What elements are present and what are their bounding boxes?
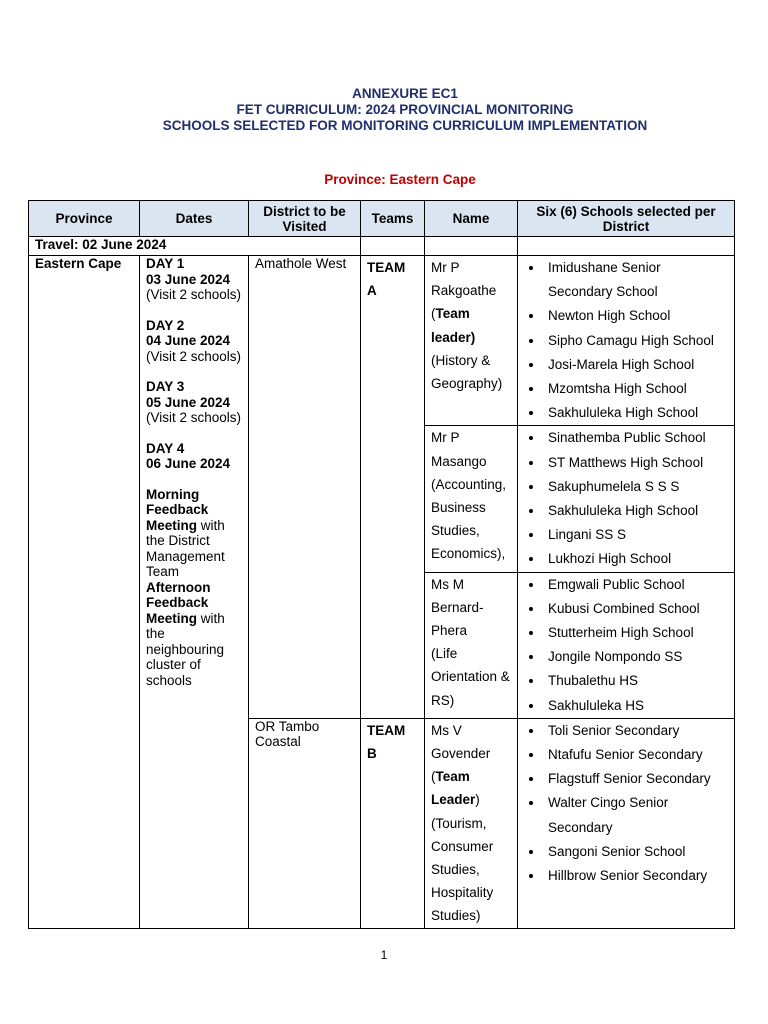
- list-item: • Sipho Camagu High School: [544, 329, 728, 353]
- list-item: • Sakhululeka HS: [544, 694, 728, 718]
- list-item: • Jongile Nompondo SS: [544, 645, 728, 669]
- list-item: • Ntafufu Senior Secondary: [544, 743, 728, 767]
- list-item: • ST Matthews High School: [544, 451, 728, 475]
- annexure-title: ANNEXURE EC1: [352, 86, 458, 101]
- col-header-name: Name: [425, 201, 518, 237]
- member-rakgoathe: Mr P Rakgoathe (Team leader) (History & Geography): [425, 256, 518, 426]
- schools-group-2: [518, 426, 735, 572]
- list-item: • Sangoni Senior School: [544, 840, 728, 864]
- table-header-row: [29, 201, 735, 237]
- list-item: • Flagstuff Senior Secondary: [544, 767, 728, 791]
- team-a: TEAM A: [361, 256, 425, 719]
- list-item: • Sakhululeka High School: [544, 499, 728, 523]
- list-item: • Hillbrow Senior Secondary: [544, 864, 728, 888]
- member-govender: Ms V Govender (Team Leader) (Tourism, Consumer Studies, Hospitality Studies): [425, 718, 518, 928]
- schools-title: SCHOOLS SELECTED FOR MONITORING CURRICULUM IMPLEMENTATION: [162, 118, 648, 133]
- col-header-dates: Dates: [140, 201, 249, 237]
- district-or-tambo-coastal: OR Tambo Coastal: [249, 718, 361, 928]
- col-header-district: District to be Visited: [249, 201, 361, 237]
- province-cell: Eastern Cape: [29, 256, 140, 929]
- col-header-province: Province: [29, 201, 140, 237]
- list-item: • Emgwali Public School: [544, 573, 728, 597]
- list-item: • Walter Cingo Senior Secondary: [544, 791, 728, 839]
- list-item: • Thubalethu HS: [544, 669, 728, 693]
- list-item: • Kubusi Combined School: [544, 597, 728, 621]
- monitoring-table: [28, 200, 735, 929]
- dates-cell: DAY 1 03 June 2024 (Visit 2 schools) DAY 2 04 June 2024 (Visit 2 schools) DAY 3 05 June 2024 (Visit 2 schools) DAY 4 06 June 2024 Morning Feedback Meeting with the District Management Team Afternoon Feedback Meeting with the neighbouring cluster of schools: [140, 256, 249, 929]
- member-masango: Mr P Masango (Accounting, Business Studies, Economics),: [425, 426, 518, 572]
- district-amathole-west: Amathole West: [249, 256, 361, 719]
- list-item: • Lingani SS S: [544, 523, 728, 547]
- page-number: 1: [380, 948, 388, 962]
- team-b: TEAM B: [361, 718, 425, 928]
- curriculum-title: FET CURRICULUM: 2024 PROVINCIAL MONITORING: [236, 102, 574, 117]
- col-header-schools: Six (6) Schools selected per District: [518, 201, 735, 237]
- list-item: • Imidushane Senior Secondary School: [544, 256, 728, 304]
- table-row: [29, 256, 735, 426]
- list-item: • Sakuphumelela S S S: [544, 475, 728, 499]
- province-title: Province: Eastern Cape: [324, 172, 476, 187]
- schools-group-1: [518, 256, 735, 426]
- list-item: • Sakhululeka High School: [544, 401, 728, 425]
- list-item: • Lukhozi High School: [544, 547, 728, 571]
- list-item: • Newton High School: [544, 304, 728, 328]
- list-item: • Josi-Marela High School: [544, 353, 728, 377]
- schools-group-3: [518, 572, 735, 718]
- travel-row: [29, 237, 735, 256]
- schools-group-4: [518, 718, 735, 928]
- document-header: [0, 86, 768, 134]
- list-item: • Stutterheim High School: [544, 621, 728, 645]
- col-header-teams: Teams: [361, 201, 425, 237]
- member-bernard-phera: Ms M Bernard-Phera (Life Orientation & RS): [425, 572, 518, 718]
- list-item: • Toli Senior Secondary: [544, 719, 728, 743]
- travel-date: Travel: 02 June 2024: [29, 237, 361, 256]
- list-item: • Mzomtsha High School: [544, 377, 728, 401]
- list-item: • Sinathemba Public School: [544, 426, 728, 450]
